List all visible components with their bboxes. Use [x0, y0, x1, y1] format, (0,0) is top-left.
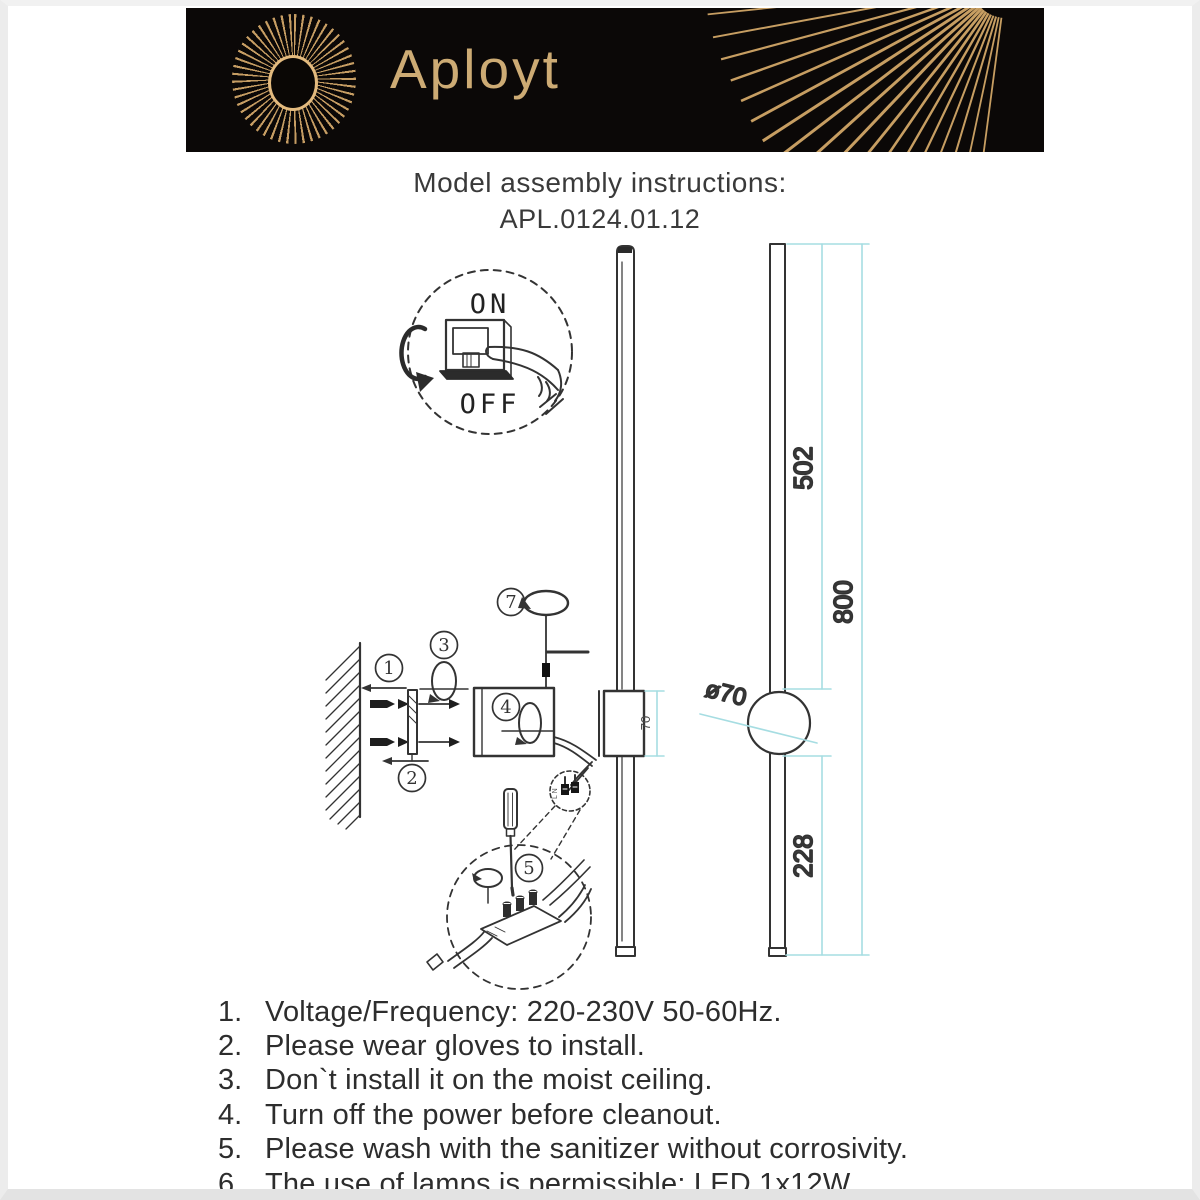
brand-banner [186, 8, 1044, 152]
model-number: APL.0124.01.12 [499, 204, 701, 234]
step-4-number: 4 [500, 697, 512, 718]
dim-228-label: 228 [788, 834, 818, 878]
arrow-left-icon [382, 757, 392, 765]
terminal-block [481, 890, 561, 946]
item-number: 3. [218, 1064, 243, 1097]
switch-detail-callout [401, 270, 572, 434]
instruction-item [218, 1098, 1058, 1132]
rotate-symbol [432, 662, 456, 700]
switch-on-label: ON [469, 289, 511, 320]
set-screw-step7 [498, 589, 589, 689]
set-screw [542, 663, 550, 677]
instruction-item [218, 995, 1058, 1029]
item-number: 5. [218, 1133, 243, 1166]
step-3-badge [420, 632, 468, 704]
dim-diameter-label: ø70 [702, 675, 750, 712]
terminal-labels: L N [552, 788, 559, 799]
assembly-diagram [310, 240, 890, 1000]
item-number: 6. [218, 1167, 243, 1200]
instruction-item [218, 1029, 1058, 1063]
lamp-side-view [616, 246, 635, 956]
rocker-switch-drawing [440, 320, 513, 379]
title-block [0, 164, 1200, 237]
step-1-number: 1 [383, 658, 395, 679]
mounting-plate [408, 690, 417, 761]
item-text: Please wash with the sanitizer without corrosivity. [265, 1133, 909, 1166]
wall-hatch [326, 643, 360, 829]
step-2-number: 2 [406, 768, 418, 789]
wiring-detail-callout [427, 789, 591, 989]
rotate-arrow-icon [401, 327, 434, 392]
item-number: 4. [218, 1098, 243, 1131]
item-text: The use of lamps is permissible: LED 1x12W. [265, 1167, 858, 1200]
instruction-list [218, 995, 1058, 1200]
driver-box [474, 688, 554, 756]
instruction-item [218, 1167, 1058, 1200]
item-text: Don`t install it on the moist ceiling. [265, 1064, 713, 1097]
step-7-number: 7 [505, 592, 517, 613]
item-text: Voltage/Frequency: 220-230V 50-60Hz. [265, 995, 782, 1028]
step-5-number: 5 [523, 858, 535, 879]
dim-70-label: 70 [638, 715, 653, 731]
dim-800-label: 800 [828, 580, 858, 624]
arrow-left-icon [361, 684, 371, 692]
item-number: 1. [218, 995, 243, 1028]
instruction-item [218, 1133, 1058, 1167]
dim-502-label: 502 [788, 446, 818, 490]
item-number: 2. [218, 1030, 243, 1063]
mount-circle [748, 692, 810, 754]
step-1-badge [361, 655, 406, 693]
wire-lug [427, 954, 443, 970]
item-text: Turn off the power before cleanout. [265, 1098, 722, 1131]
rotate-symbol [524, 591, 568, 615]
item-text: Please wear gloves to install. [265, 1030, 645, 1063]
page-title: Model assembly instructions: [413, 167, 787, 198]
screwdriver-icon [504, 789, 517, 895]
rotate-symbol [472, 869, 502, 903]
brand-name: Aployt [390, 38, 561, 100]
step-2-badge [382, 757, 428, 792]
instruction-item [218, 1064, 1058, 1098]
corner-rays-icon [186, 8, 1044, 152]
switch-off-label: OFF [459, 389, 521, 420]
step-3-number: 3 [438, 635, 450, 656]
